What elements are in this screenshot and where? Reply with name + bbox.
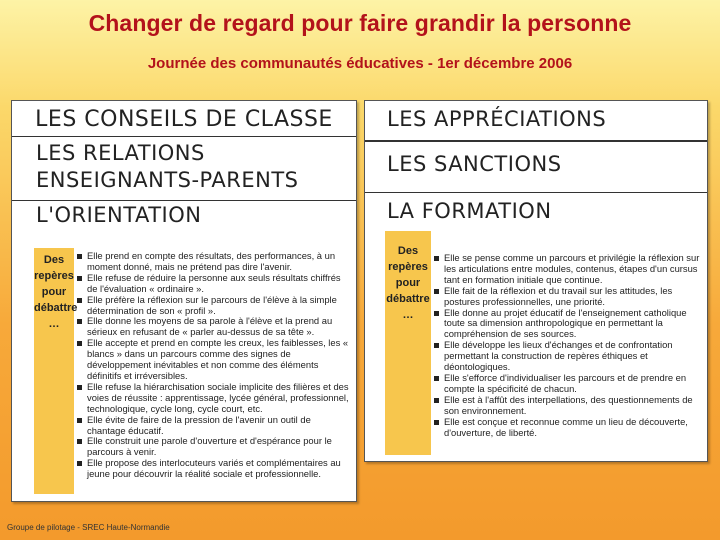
list-item: Elle est conçue et reconnue comme un lieu de découverte, d'ouverture, de liberté.: [433, 417, 701, 439]
page-title: Changer de regard pour faire grandir la personne: [88, 10, 632, 36]
header-relations-enseignants-parents: LES RELATIONS ENSEIGNANTS-PARENTS: [12, 137, 356, 201]
list-item: Elle préfère la réflexion sur le parcours de l'élève à la simple détermination de son « profil ».: [76, 295, 350, 317]
header-sanctions: LES SANCTIONS: [365, 141, 707, 193]
reperes-sidebar: Des repères pour débattre …: [34, 248, 74, 494]
orientation-bullet-list: [76, 251, 350, 480]
list-item: Elle donne les moyens de sa parole à l'élève et la prend au sérieux en refusant de « parler au-dessus de sa tête ».: [76, 316, 350, 338]
list-item: Elle fait de la réflexion et du travail sur les attitudes, les postures professionnelles, une priorité.: [433, 286, 701, 308]
page-subtitle: Journée des communautés éducatives - 1er décembre 2006: [147, 55, 573, 72]
list-item: Elle se pense comme un parcours et privilégie la réflexion sur les articulations entre modules, contenus, étapes d'un cursus tant en formation initiale que continue.: [433, 253, 701, 286]
list-item: Elle donne au projet éducatif de l'enseignement catholique toute sa dimension anthropologique en permettant la compréhension de ses sources.: [433, 308, 701, 341]
header-orientation: L'ORIENTATION: [36, 203, 202, 227]
footer-credit: Groupe de pilotage - SREC Haute-Normandie: [7, 523, 170, 532]
formation-bullet-list: [433, 253, 701, 438]
list-item: Elle prend en compte des résultats, des performances, à un moment donné, mais ne prétend pas dire l'avenir.: [76, 251, 350, 273]
list-item: Elle propose des interlocuteurs variés et complémentaires au jeune pour découvrir la réalité sociale et professionnelle.: [76, 458, 350, 480]
left-panel: [11, 100, 357, 502]
list-item: Elle refuse de réduire la personne aux seuls résultats chiffrés de l'évaluation « ordinaire ».: [76, 273, 350, 295]
list-item: Elle développe les lieux d'échanges et de confrontation permettant la construction de repères éthiques et déontologiques.: [433, 340, 701, 373]
reperes-sidebar: Des repères pour débattre …: [385, 231, 431, 455]
list-item: Elle est à l'affût des interpellations, des questionnements de son environnement.: [433, 395, 701, 417]
right-panel: [364, 100, 708, 462]
header-conseils-de-classe: LES CONSEILS DE CLASSE: [12, 101, 356, 137]
header-formation: LA FORMATION: [387, 199, 552, 223]
list-item: Elle s'efforce d'individualiser les parcours et de prendre en compte la spécificité de chacun.: [433, 373, 701, 395]
list-item: Elle construit une parole d'ouverture et d'espérance pour le parcours à venir.: [76, 436, 350, 458]
list-item: Elle accepte et prend en compte les creux, les faiblesses, les « blancs » dans un parcours comme des signes de développement inévitables et non comme des éléments définitifs et irréversibles.: [76, 338, 350, 382]
list-item: Elle refuse la hiérarchisation sociale implicite des filières et des voies de réussite : apprentissage, lycée général, professionnel, technologique, cycle long, cycle court, etc.: [76, 382, 350, 415]
list-item: Elle évite de faire de la pression de l'avenir un outil de chantage éducatif.: [76, 415, 350, 437]
header-appreciations: LES APPRÉCIATIONS: [365, 101, 707, 141]
